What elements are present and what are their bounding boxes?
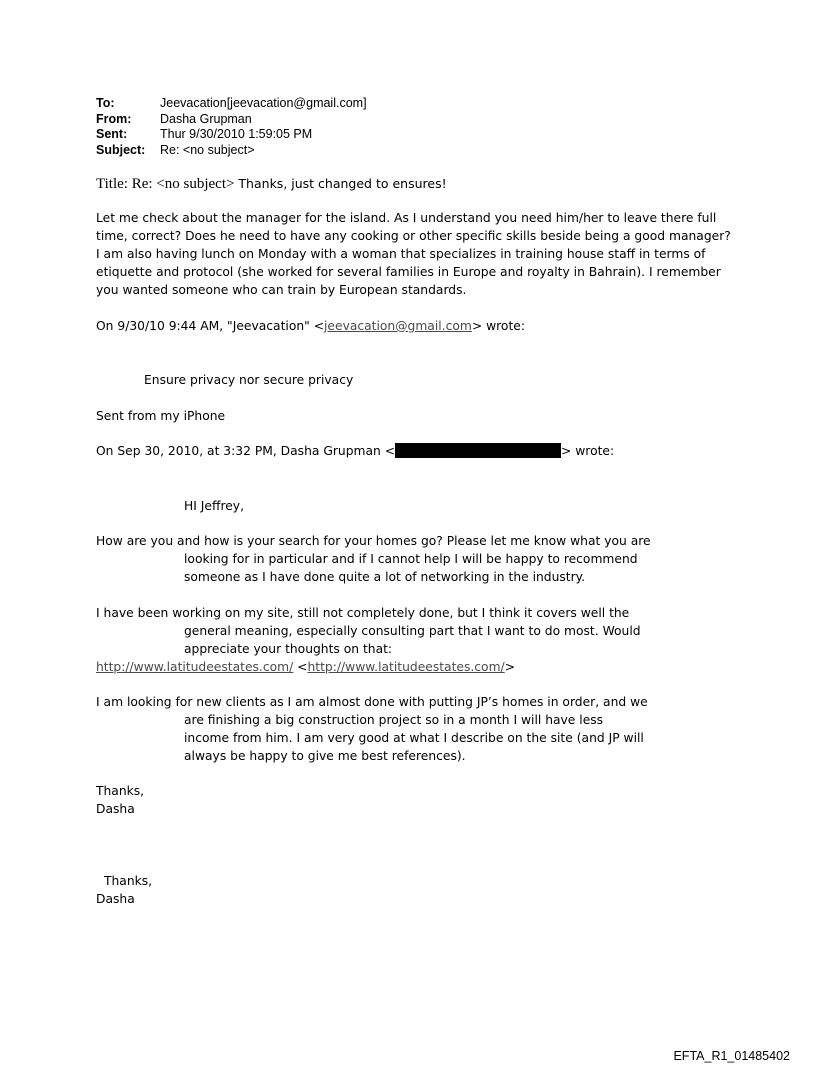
signoff-name: Dasha xyxy=(96,892,135,906)
sent-label: Sent: xyxy=(96,127,128,141)
reply-line: you wanted someone who can train by European standards. xyxy=(96,283,467,297)
sent-value: Thur 9/30/2010 1:59:05 PM xyxy=(160,127,313,141)
links-line xyxy=(96,658,641,676)
signoff-thanks: Thanks, xyxy=(104,874,153,888)
paragraph-line: How are you and how is your search for your homes go? Please let me know what you are xyxy=(96,534,651,548)
paragraph-line: always be happy to give me best references). xyxy=(184,749,466,763)
paragraph-line: I am looking for new clients as I am almost done with putting JP’s homes in order, and we xyxy=(96,695,648,709)
quote-header-2 xyxy=(96,442,614,460)
header-to-row xyxy=(96,96,367,112)
title-label: Title: Re: <no subject> xyxy=(96,176,235,192)
header-sent-row xyxy=(96,127,367,143)
paragraph-line: I have been working on my site, still not completely done, but I think it covers well the xyxy=(96,606,630,620)
reply-line: etiquette and protocol (she worked for several families in Europe and royalty in Bahrain). I remember xyxy=(96,265,721,279)
email-header xyxy=(96,96,367,158)
paragraph-line: someone as I have done quite a lot of networking in the industry. xyxy=(184,570,586,584)
paragraph-line: are finishing a big construction project so in a month I will have less xyxy=(184,713,604,727)
greeting: HI Jeffrey, xyxy=(184,499,244,513)
site-link-1[interactable]: http://www.latitudeestates.com/ xyxy=(96,660,294,674)
paragraph-2 xyxy=(96,604,641,676)
signoff-1 xyxy=(96,782,144,818)
paragraph-line: general meaning, especially consulting part that I want to do most. Would xyxy=(184,624,641,638)
signoff-thanks: Thanks, xyxy=(96,784,145,798)
paragraph-line: appreciate your thoughts on that: xyxy=(184,642,393,656)
document-id: EFTA_R1_01485402 xyxy=(673,1049,790,1063)
site-link-2[interactable]: http://www.latitudeestates.com/ xyxy=(307,660,505,674)
quote2-suffix: > wrote: xyxy=(561,444,615,458)
paragraph-line: income from him. I am very good at what I describe on the site (and JP will xyxy=(184,731,644,745)
paragraph-1 xyxy=(96,532,651,586)
quote1-prefix: On 9/30/10 9:44 AM, "Jeevacation" < xyxy=(96,319,325,333)
subject-value: Re: <no subject> xyxy=(160,142,255,157)
header-subject-row xyxy=(96,143,367,159)
signoff-2 xyxy=(96,872,152,908)
reply-line: time, correct? Does he need to have any cooking or other specific skills beside being a good manager? xyxy=(96,229,731,243)
link-separator: < xyxy=(293,660,308,674)
from-value: Dasha Grupman xyxy=(160,111,252,126)
reply-paragraph xyxy=(96,209,731,299)
paragraph-3 xyxy=(96,693,648,765)
title-text: Thanks, just changed to ensures! xyxy=(234,176,447,191)
redaction-block xyxy=(395,443,561,458)
to-value: Jeevacation[jeevacation@gmail.com] xyxy=(160,96,367,110)
sent-from-line: Sent from my iPhone xyxy=(96,409,226,423)
reply-line: I am also having lunch on Monday with a woman that specializes in training house staff in terms of xyxy=(96,247,706,261)
ensure-line: Ensure privacy nor secure privacy xyxy=(144,373,354,387)
paragraph-line: looking for in particular and if I cannot help I will be happy to recommend xyxy=(184,552,638,566)
signoff-name: Dasha xyxy=(96,802,135,816)
quote-header-1 xyxy=(96,317,525,335)
message-title xyxy=(96,175,447,193)
link-end: > xyxy=(504,660,516,674)
subject-label: Subject: xyxy=(96,142,146,157)
reply-line: Let me check about the manager for the island. As I understand you need him/her to leave there full xyxy=(96,211,717,225)
quote1-email-link[interactable]: jeevacation@gmail.com xyxy=(324,319,472,333)
from-label: From: xyxy=(96,111,132,126)
quote1-suffix: > wrote: xyxy=(471,319,525,333)
to-label: To: xyxy=(96,96,115,110)
header-from-row xyxy=(96,112,367,128)
quote2-prefix: On Sep 30, 2010, at 3:32 PM, Dasha Grupman < xyxy=(96,444,396,458)
